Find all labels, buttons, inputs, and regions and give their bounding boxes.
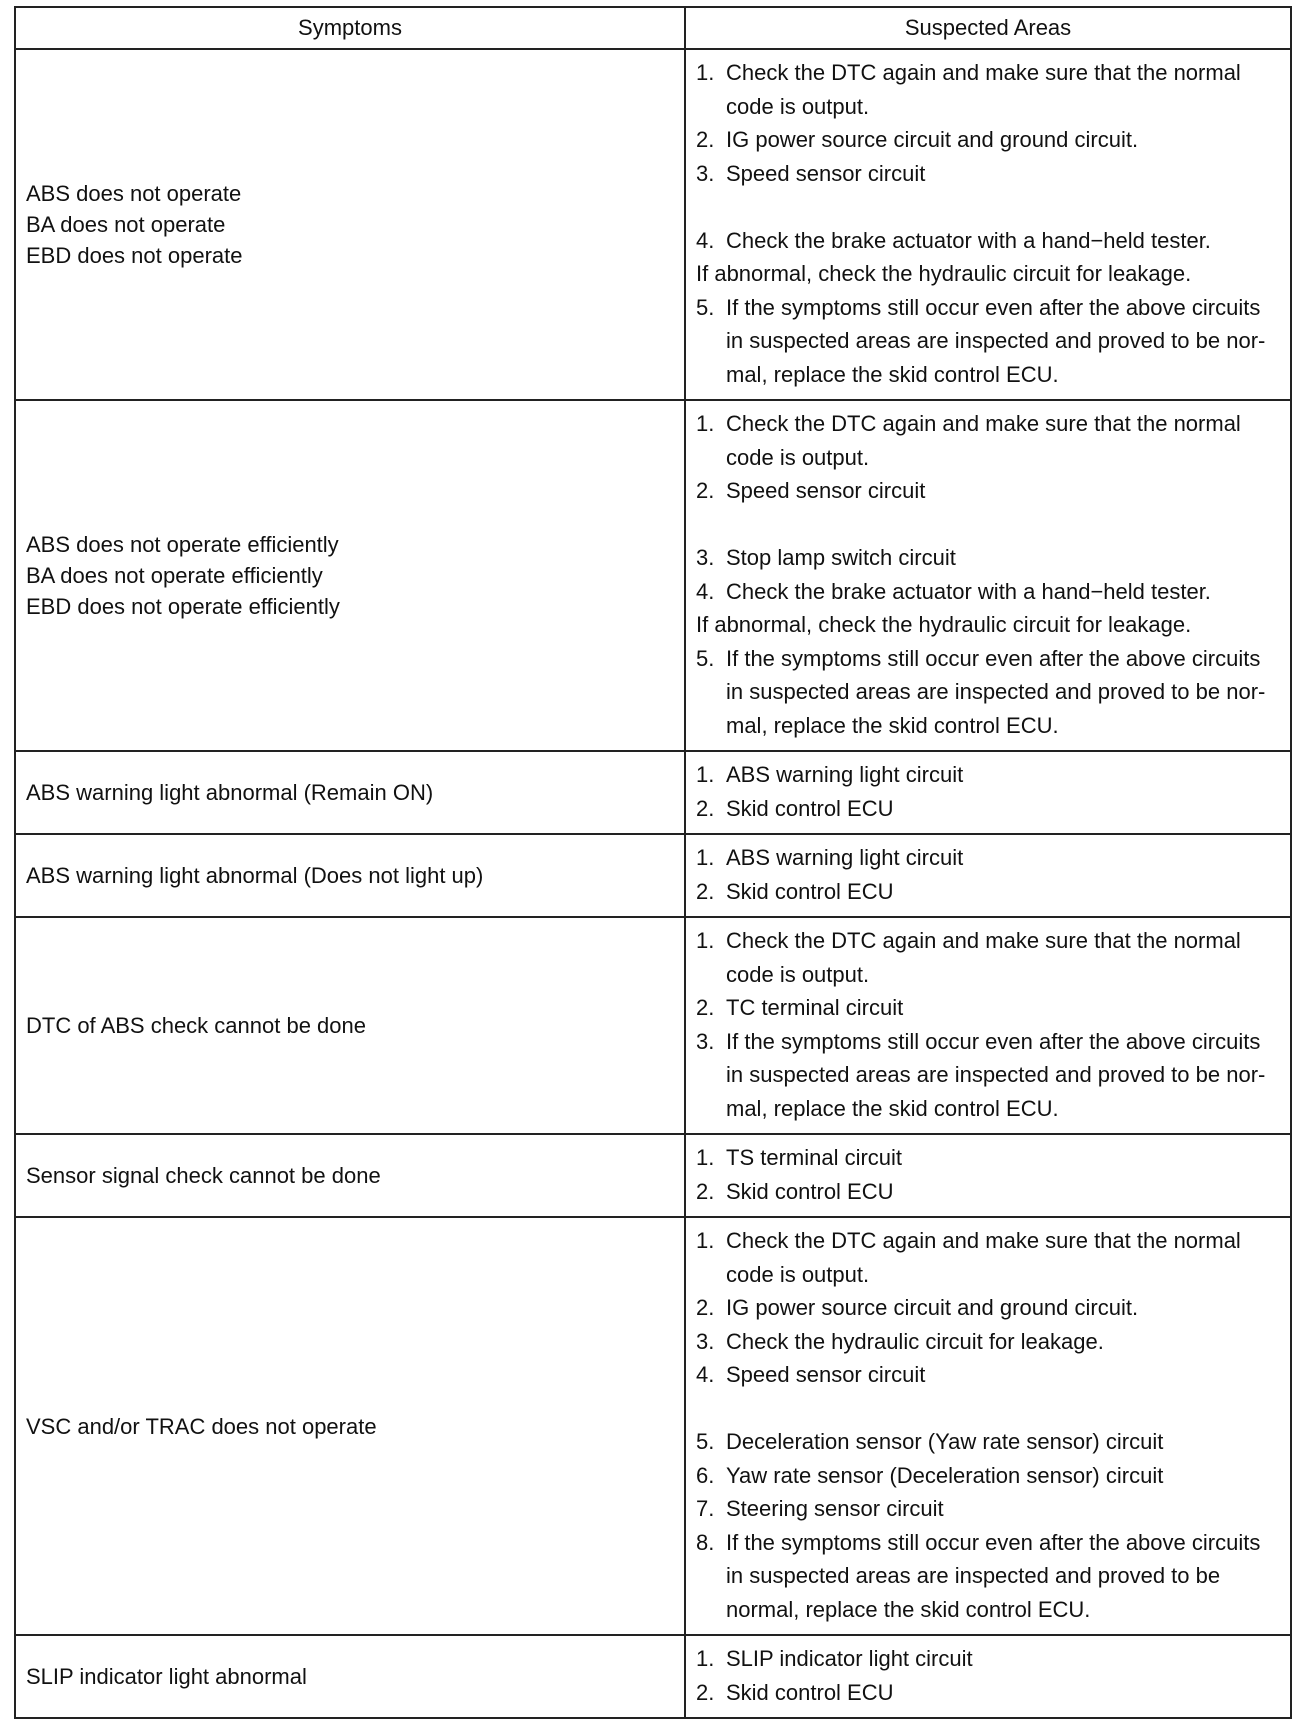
area-list-item bbox=[696, 758, 1278, 792]
spacer bbox=[696, 190, 1278, 224]
area-item-number: 2. bbox=[696, 1679, 715, 1705]
area-item-number: 5. bbox=[696, 294, 715, 320]
diagnosis-table-container bbox=[14, 6, 1290, 1719]
area-list-item bbox=[696, 1358, 1278, 1392]
area-item-text: Deceleration sensor (Yaw rate sensor) circuit bbox=[726, 1429, 1164, 1454]
symptom-text: ABS warning light abnormal (Does not light up) bbox=[26, 863, 484, 888]
area-item-text: Check the brake actuator with a hand−held tester. bbox=[726, 578, 1211, 604]
symptom-cell bbox=[15, 1134, 685, 1217]
table-body bbox=[15, 49, 1291, 1718]
symptom-text: EBD does not operate efficiently bbox=[26, 594, 340, 619]
area-list-item bbox=[696, 1526, 1278, 1627]
area-item-text: Check the DTC again and make sure that the normal code is output. bbox=[726, 1228, 1241, 1287]
area-item-number: 7. bbox=[696, 1496, 715, 1521]
suspected-areas-cell bbox=[685, 49, 1291, 400]
area-item-text: Check the DTC again and make sure that the normal code is output. bbox=[726, 928, 1241, 987]
table-row bbox=[15, 400, 1291, 751]
area-list-item bbox=[696, 991, 1278, 1025]
table-row bbox=[15, 1217, 1291, 1635]
area-item-number: 1. bbox=[696, 1228, 715, 1253]
area-item-number: 1. bbox=[696, 928, 715, 953]
area-item-text: Check the brake actuator with a hand−held tester. bbox=[726, 227, 1211, 253]
area-list-item bbox=[696, 1676, 1278, 1710]
area-item-text: If the symptoms still occur even after the above circuits in suspected areas are inspected and proved to be nor-mal, replace the skid control ECU. bbox=[726, 1028, 1266, 1121]
area-item-number: 2. bbox=[696, 995, 715, 1020]
symptom-text: Sensor signal check cannot be done bbox=[26, 1163, 381, 1188]
area-item-text: ABS warning light circuit bbox=[726, 845, 964, 870]
area-item-text: Skid control ECU bbox=[726, 1178, 894, 1204]
area-list-item bbox=[696, 1425, 1278, 1459]
area-item-number: 1. bbox=[696, 1646, 715, 1671]
area-item-number: 3. bbox=[696, 1328, 715, 1354]
suspected-areas-cell bbox=[685, 1134, 1291, 1217]
header-suspected-areas: Suspected Areas bbox=[685, 7, 1291, 49]
area-item-text: IG power source circuit and ground circuit. bbox=[726, 1295, 1139, 1320]
area-item-number: 6. bbox=[696, 1462, 715, 1488]
spacer bbox=[696, 1392, 1278, 1426]
area-item-number: 2. bbox=[696, 127, 715, 152]
area-item-number: 2. bbox=[696, 1295, 715, 1320]
symptom-cell bbox=[15, 49, 685, 400]
area-item-text: Check the DTC again and make sure that the normal code is output. bbox=[726, 60, 1241, 119]
area-item-number: 3. bbox=[696, 1028, 715, 1054]
area-item-text: ABS warning light circuit bbox=[726, 762, 964, 787]
symptom-cell bbox=[15, 751, 685, 834]
symptom-text: ABS warning light abnormal (Remain ON) bbox=[26, 780, 434, 805]
area-item-number: 1. bbox=[696, 762, 715, 787]
area-item-number: 1. bbox=[696, 845, 715, 870]
area-list-item bbox=[696, 841, 1278, 875]
area-list-item bbox=[696, 875, 1278, 909]
table-row bbox=[15, 1134, 1291, 1217]
area-item-number: 4. bbox=[696, 578, 715, 604]
area-list-item bbox=[696, 924, 1278, 991]
area-item-number: 5. bbox=[696, 645, 715, 671]
symptom-text: VSC and/or TRAC does not operate bbox=[26, 1413, 377, 1439]
area-item-text: If the symptoms still occur even after the above circuits in suspected areas are inspected and proved to be nor-mal, replace the skid control ECU. bbox=[726, 294, 1266, 387]
area-item-number: 2. bbox=[696, 478, 715, 503]
area-list-item bbox=[696, 642, 1278, 743]
area-item-number: 3. bbox=[696, 545, 715, 570]
symptom-text: ABS does not operate bbox=[26, 181, 242, 206]
table-row bbox=[15, 49, 1291, 400]
area-item-number: 1. bbox=[696, 1145, 715, 1170]
area-item-text: Check the DTC again and make sure that the normal code is output. bbox=[726, 411, 1241, 470]
symptom-cell bbox=[15, 400, 685, 751]
area-item-text: TC terminal circuit bbox=[726, 995, 904, 1020]
area-item-text: Yaw rate sensor (Deceleration sensor) circuit bbox=[726, 1462, 1164, 1488]
symptom-table bbox=[14, 6, 1292, 1719]
area-item-number: 3. bbox=[696, 160, 715, 186]
area-list-item bbox=[696, 541, 1278, 575]
area-list-item bbox=[696, 1642, 1278, 1676]
symptom-text: DTC of ABS check cannot be done bbox=[26, 1013, 366, 1038]
area-list-item bbox=[696, 291, 1278, 392]
area-note-text: If abnormal, check the hydraulic circuit for leakage. bbox=[696, 612, 1192, 637]
symptom-cell bbox=[15, 917, 685, 1134]
area-item-text: TS terminal circuit bbox=[726, 1145, 903, 1170]
header-symptoms: Symptoms bbox=[15, 7, 685, 49]
symptom-text: SLIP indicator light abnormal bbox=[26, 1664, 307, 1689]
area-list-item bbox=[696, 1141, 1278, 1175]
area-item-text: Speed sensor circuit bbox=[726, 1362, 926, 1387]
area-list-item bbox=[696, 1459, 1278, 1493]
area-list-item bbox=[696, 224, 1278, 258]
area-item-number: 1. bbox=[696, 60, 715, 85]
area-list-item bbox=[696, 157, 1278, 191]
area-item-number: 8. bbox=[696, 1529, 715, 1555]
table-row bbox=[15, 834, 1291, 917]
symptom-text: EBD does not operate bbox=[26, 243, 243, 268]
area-list-item bbox=[696, 1492, 1278, 1526]
table-header-row bbox=[15, 7, 1291, 49]
area-item-text: Speed sensor circuit bbox=[726, 478, 926, 503]
area-list-item bbox=[696, 792, 1278, 826]
suspected-areas-cell bbox=[685, 751, 1291, 834]
area-item-number: 2. bbox=[696, 878, 715, 904]
area-item-text: If the symptoms still occur even after the above circuits in suspected areas are inspected and proved to be nor-mal, replace the skid control ECU. bbox=[726, 645, 1266, 738]
suspected-areas-cell bbox=[685, 834, 1291, 917]
area-list-item bbox=[696, 474, 1278, 508]
area-list-item bbox=[696, 1175, 1278, 1209]
area-list-item bbox=[696, 1325, 1278, 1359]
area-item-number: 4. bbox=[696, 1362, 715, 1387]
area-list-item bbox=[696, 1224, 1278, 1291]
suspected-areas-cell bbox=[685, 1635, 1291, 1718]
area-item-number: 4. bbox=[696, 227, 715, 253]
area-item-text: IG power source circuit and ground circuit. bbox=[726, 127, 1139, 152]
symptom-cell bbox=[15, 1635, 685, 1718]
area-list-item bbox=[696, 123, 1278, 157]
area-item-number: 2. bbox=[696, 795, 715, 821]
suspected-areas-cell bbox=[685, 917, 1291, 1134]
area-item-number: 5. bbox=[696, 1429, 715, 1454]
symptom-cell bbox=[15, 834, 685, 917]
suspected-areas-cell bbox=[685, 400, 1291, 751]
table-row bbox=[15, 1635, 1291, 1718]
area-list-item bbox=[696, 407, 1278, 474]
area-item-text: Skid control ECU bbox=[726, 878, 894, 904]
area-item-text: Skid control ECU bbox=[726, 1679, 894, 1705]
area-note-text: If abnormal, check the hydraulic circuit for leakage. bbox=[696, 261, 1192, 286]
area-item-number: 2. bbox=[696, 1178, 715, 1204]
table-row bbox=[15, 917, 1291, 1134]
symptom-cell bbox=[15, 1217, 685, 1635]
area-item-number: 1. bbox=[696, 411, 715, 436]
table-row bbox=[15, 751, 1291, 834]
area-item-text: Steering sensor circuit bbox=[726, 1496, 944, 1521]
symptom-text: BA does not operate efficiently bbox=[26, 563, 323, 588]
area-item-text: Stop lamp switch circuit bbox=[726, 545, 956, 570]
area-item-text: Skid control ECU bbox=[726, 795, 894, 821]
area-item-text: If the symptoms still occur even after the above circuits in suspected areas are inspected and proved to be normal, replace the skid control ECU. bbox=[726, 1529, 1261, 1622]
area-item-text: Speed sensor circuit bbox=[726, 160, 926, 186]
area-item-text: SLIP indicator light circuit bbox=[726, 1646, 973, 1671]
area-item-text: Check the hydraulic circuit for leakage. bbox=[726, 1328, 1104, 1354]
symptom-text: ABS does not operate efficiently bbox=[26, 532, 339, 557]
area-list-item bbox=[696, 575, 1278, 609]
symptom-text: BA does not operate bbox=[26, 212, 226, 237]
area-list-item bbox=[696, 1025, 1278, 1126]
spacer bbox=[696, 508, 1278, 542]
area-list-item bbox=[696, 56, 1278, 123]
suspected-areas-cell bbox=[685, 1217, 1291, 1635]
area-list-item bbox=[696, 1291, 1278, 1325]
